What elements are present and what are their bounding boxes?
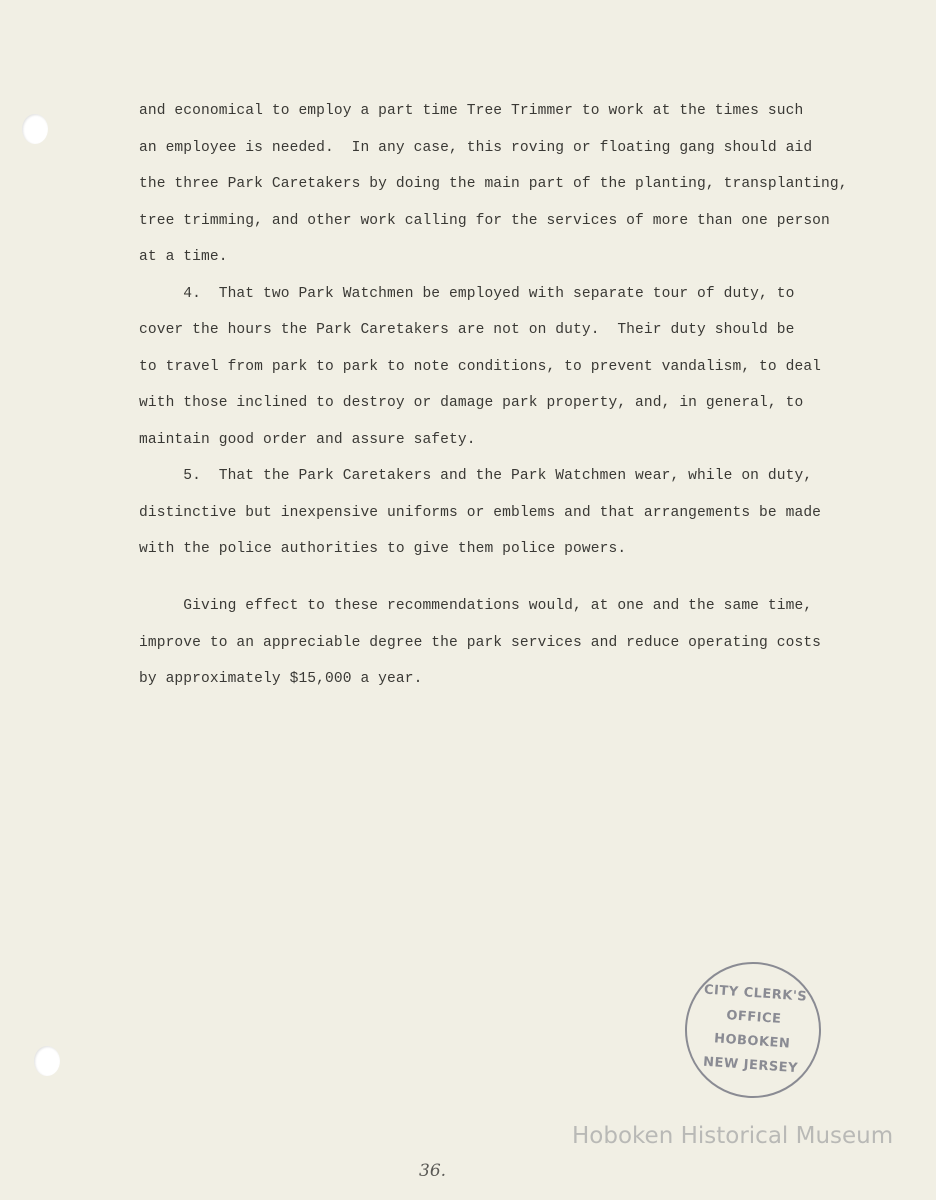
text-line: with those inclined to destroy or damage park property, and, in general, to [139,395,804,411]
body-text-main [139,93,859,568]
body-text-conclusion [139,588,859,698]
text-line: 5. That the Park Caretakers and the Park Watchmen wear, while on duty, [139,468,813,484]
punch-hole-bottom [34,1046,60,1076]
text-line: Giving effect to these recommendations would, at one and the same time, [139,598,813,614]
text-line: an employee is needed. In any case, this roving or floating gang should aid [139,139,813,156]
text-line: and economical to employ a part time Tree Trimmer to work at the times such [139,103,804,119]
page-number: 36. [419,1161,447,1181]
text-line: by approximately $15,000 a year. [139,671,423,687]
text-line: maintain good order and assure safety. [139,431,476,448]
text-line: 4. That two Park Watchmen be employed with separate tour of duty, to [139,285,795,302]
stamp-text: HOBOKEN [713,1031,791,1052]
text-line: with the police authorities to give them police powers. [139,541,627,557]
text-line: tree trimming, and other work calling for the services of more than one person [139,212,830,229]
stamp-text: OFFICE [725,1008,782,1027]
museum-watermark: Hoboken Historical Museum [572,1123,894,1149]
text-line: to travel from park to park to note conditions, to prevent vandalism, to deal [139,358,822,375]
text-line: cover the hours the Park Caretakers are not on duty. Their duty should be [139,322,795,338]
stamp-text: CITY CLERK'S [703,982,808,1005]
city-clerk-stamp [680,957,825,1102]
text-line: improve to an appreciable degree the park services and reduce operating costs [139,634,822,651]
text-line: distinctive but inexpensive uniforms or emblems and that arrangements be made [139,504,822,521]
text-line: at a time. [139,249,228,265]
stamp-text: NEW JERSEY [702,1054,799,1077]
text-line: the three Park Caretakers by doing the main part of the planting, transplanting, [139,176,848,192]
punch-hole-top [22,114,48,144]
